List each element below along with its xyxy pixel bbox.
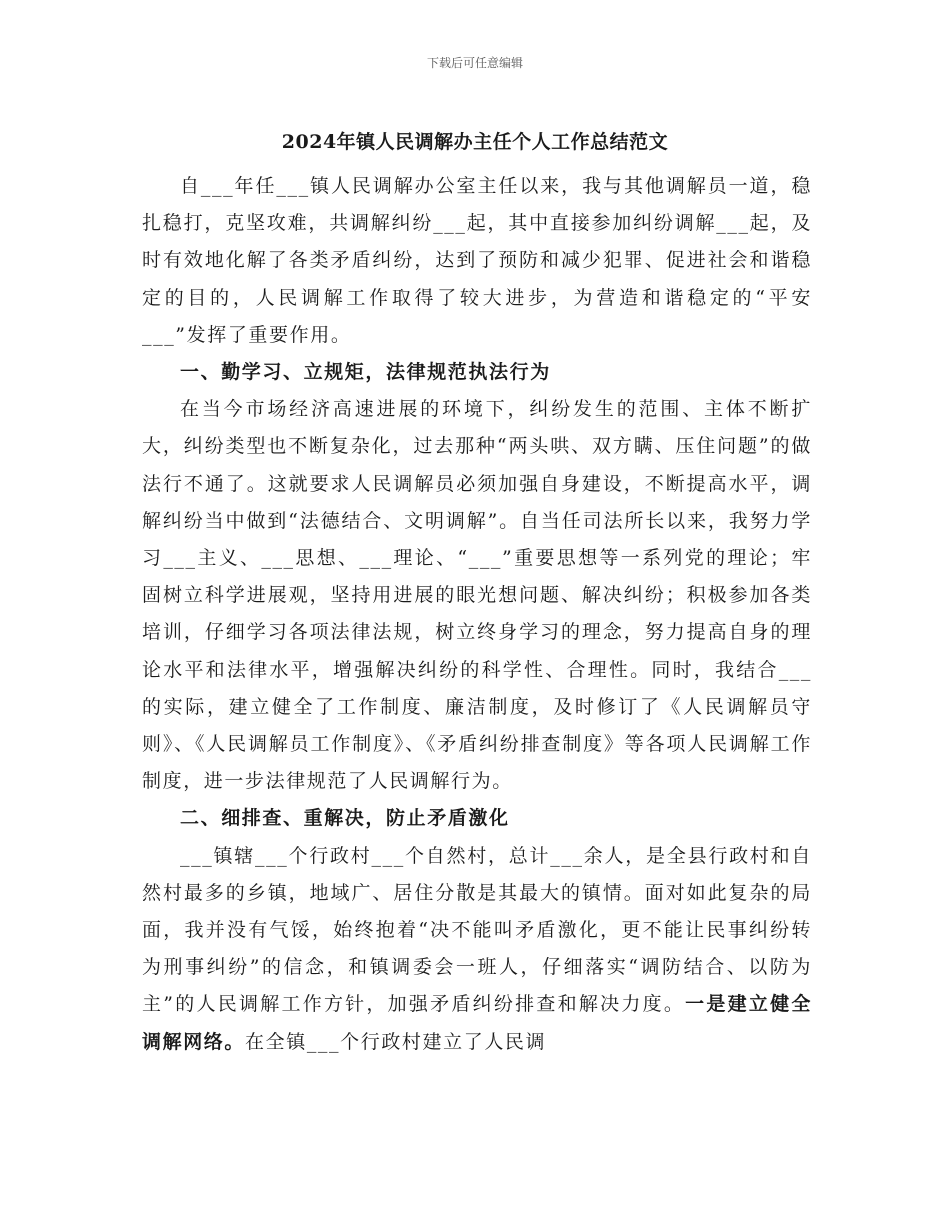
bold-subpoint: 一是建立健全调解网络。	[142, 993, 812, 1053]
document-body	[142, 168, 812, 1061]
paragraph-section-2-text: ___镇辖___个行政村___个自然村，总计___余人，是全县行政村和自然村最多的乡镇，地域广、居住分散是其最大的镇情。面对如此复杂的局面，我并没有气馁，始终抱着“决不能叫矛盾激化，更不能让民事纠纷转为刑事纠纷”的信念，和镇调委会一班人，仔细落实“调防结合、以防为主”的人民调解工作方针，加强矛盾纠纷排查和解决力度。	[142, 844, 812, 1016]
paragraph-section-2-tail: 在全镇___个行政村建立了人民调	[245, 1030, 547, 1053]
section-heading-1: 一、勤学习、立规矩，法律规范执法行为	[180, 361, 551, 384]
section-heading-2: 二、细排查、重解决，防止矛盾激化	[180, 807, 510, 830]
page-header: 下载后可任意编辑	[426, 56, 523, 70]
paragraph-intro: 自___年任___镇人民调解办公室主任以来，我与其他调解员一道，稳扎稳打，克坚攻难，共调解纠纷___起，其中直接参加纠纷调解___起，及时有效地化解了各类矛盾纠纷，达到了预防和减少犯罪、促进社会和谐稳定的目的，人民调解工作取得了较大进步，为营造和谐稳定的“平安___”发挥了重要作用。	[142, 175, 812, 346]
document-title: 2024年镇人民调解办主任个人工作总结范文	[281, 131, 669, 153]
paragraph-section-1: 在当今市场经济高速进展的环境下，纠纷发生的范围、主体不断扩大，纠纷类型也不断复杂化，过去那种“两头哄、双方瞒、压住问题”的做法行不通了。这就要求人民调解员必须加强自身建设，不断提高水平，调解纠纷当中做到“法德结合、文明调解”。自当任司法所长以来，我努力学习___主义、___思想、___理论、“___”重要思想等一系列党的理论；牢固树立科学进展观，坚持用进展的眼光想问题、解决纠纷；积极参加各类培训，仔细学习各项法律法规，树立终身学习的理念，努力提高自身的理论水平和法律水平，增强解决纠纷的科学性、合理性。同时，我结合___的实际，建立健全了工作制度、廉洁制度，及时修订了《人民调解员守则》、《人民调解员工作制度》、《矛盾纠纷排查制度》等各项人民调解工作制度，进一步法律规范了人民调解行为。	[142, 398, 812, 793]
paragraph-section-2	[142, 838, 812, 1061]
